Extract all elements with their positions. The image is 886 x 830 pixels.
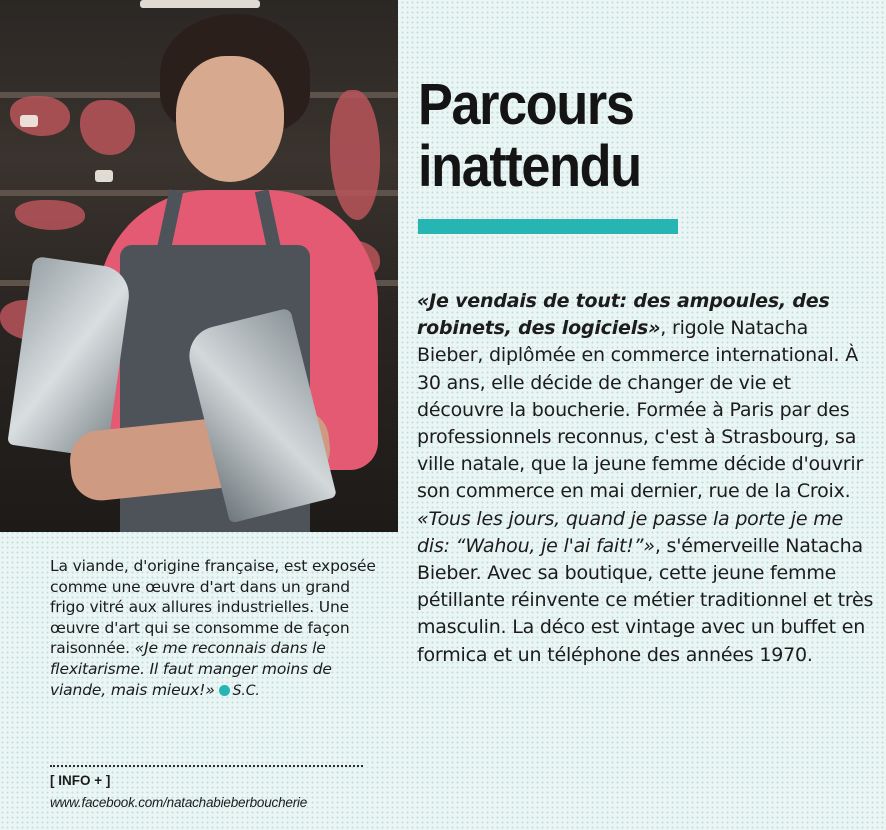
facebook-link[interactable]: www.facebook.com/natachabieberboucherie (50, 795, 308, 810)
title-accent-bar (418, 219, 678, 234)
title-line-2: inattendu (418, 134, 641, 199)
bullet-dot-icon (219, 685, 230, 696)
title-line-1: Parcours (418, 72, 634, 137)
ceiling-light (140, 0, 260, 8)
meat-cut (330, 90, 380, 220)
caption-quote: «Je me reconnais dans le flexitarisme. Il faut manger moins de viande, mais mieux!» (50, 639, 332, 699)
photo-caption (50, 556, 380, 701)
body-text-1: , rigole Natacha Bieber, diplômée en commerce international. À 30 ans, elle décide de changer de vie et découvre la boucherie. Formée à Paris par des professionnels reconnus, c'est à Strasbourg, sa ville natale, que la jeune femme décide d'ouvrir son commerce en mai dernier, rue de la Croix. (417, 317, 864, 503)
butcher-photo (0, 0, 398, 532)
meat-cut (10, 96, 70, 136)
lead-quote: «Je vendais de tout: des ampoules, des robinets, des logiciels» (417, 290, 830, 340)
meat-cut (80, 100, 135, 155)
face (176, 56, 284, 182)
caption-text: La viande, d'origine française, est exposée comme une œuvre d'art dans un grand frigo vitré aux allures industrielles. Une œuvre d'art qui se consomme de façon raisonnée. (50, 557, 376, 658)
article-title (418, 74, 641, 198)
info-tag: [ INFO + ] (50, 773, 111, 788)
caption-signature: S.C. (232, 682, 260, 699)
price-tag (20, 115, 38, 127)
price-tag (95, 170, 113, 182)
article-body (417, 288, 877, 669)
body-text-2: , s'émerveille Natacha Bieber. Avec sa boutique, cette jeune femme pétillante réinvente ce métier traditionnel et très masculin. La déco est vintage avec un buffet en formica et un téléphone des années 1970. (417, 534, 874, 666)
meat-cut (15, 200, 85, 230)
body-quote: «Tous les jours, quand je passe la porte je me dis: “Wahou, je l'ai fait!”» (417, 507, 844, 557)
dotted-divider (50, 765, 363, 767)
